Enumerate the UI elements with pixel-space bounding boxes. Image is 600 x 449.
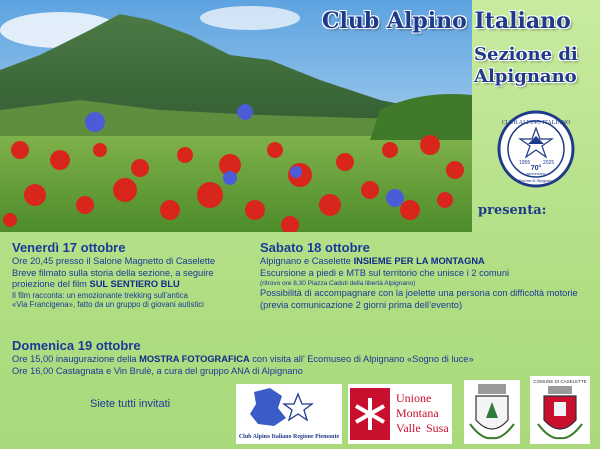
saturday-line1 <box>260 256 600 268</box>
logo-anniversary-number: 70° <box>530 165 542 172</box>
friday-heading: Venerdì 17 ottobre <box>12 240 126 255</box>
friday-section <box>12 240 252 309</box>
anniversary-logo <box>497 110 575 188</box>
sunday-line1-pre: Ore 15,00 inaugurazione della <box>12 354 140 364</box>
caselette-coat-of-arms <box>530 376 590 444</box>
unione-word3: Valle <box>396 421 421 435</box>
event-title: INSIEME PER LA MONTAGNA <box>353 256 485 266</box>
unione-word1: Unione <box>396 391 432 405</box>
logo-bottom-text: Sezione di Alpignano <box>518 178 554 183</box>
logo-year-end: 2025 <box>543 160 555 166</box>
friday-line1: Ore 20,45 presso il Salone Magnetto di Caselette <box>12 256 216 266</box>
caselette-caption: COMUNE DI CASELETTE <box>533 379 587 384</box>
saturday-line4: Possibilità di accompagnare con la joelette una persona con difficoltà motorie <box>260 288 578 299</box>
landscape-image <box>0 0 472 232</box>
exhibition-title: MOSTRA FOTOGRAFICA <box>139 354 250 364</box>
sunday-line2: Ore 16,00 Castagnata e Vin Brulè, a cura del gruppo ANA di Alpignano <box>12 365 303 376</box>
sunday-line1-post: con visita all’ Ecomuseo di Alpignano «Sogno di luce» <box>249 354 474 364</box>
castle-icon <box>554 402 566 416</box>
sunday-line1 <box>12 354 592 366</box>
cai-piemonte-logo <box>236 384 342 444</box>
cai-piemonte-caption: Club Alpino Italiano Regione Piemonte <box>238 434 340 440</box>
sunday-heading: Domenica 19 ottobre <box>12 338 141 353</box>
friday-line4: Il film racconta: un emozionante trekking sull’antica <box>12 290 188 300</box>
unione-montana-logo <box>348 384 452 444</box>
saturday-section <box>260 240 600 311</box>
title-club: Club Alpino Italiano <box>322 8 571 34</box>
presenta-label: presenta: <box>478 203 547 218</box>
saturday-line1-pre: Alpignano e Caselette <box>260 256 354 266</box>
landscape-photo <box>0 0 472 232</box>
logo-year-start: 1955 <box>519 160 531 166</box>
friday-line3 <box>12 279 252 291</box>
saturday-line5: (previa comunicazione 2 giorni prima dell’evento) <box>260 299 463 310</box>
title-alpignano: Alpignano <box>474 66 577 87</box>
friday-line3-pre: proiezione del film <box>12 279 90 290</box>
friday-line5: «Via Francigena», fatto da un gruppo di giovani autistici <box>12 299 204 309</box>
invite-text: Siete tutti invitati <box>90 398 171 410</box>
sunday-section <box>12 338 592 377</box>
logo-ring-text: CLUB ALPINO ITALIANO <box>501 120 571 126</box>
logo-anniversary-word: anniversario <box>526 172 546 176</box>
friday-line2: Breve filmato sulla storia della sezione, a seguire <box>12 267 214 278</box>
saturday-heading: Sabato 18 ottobre <box>260 240 370 255</box>
alpignano-coat-of-arms <box>464 380 520 444</box>
saturday-line2: Escursione a piedi e MTB sul territorio che unisce i 2 comuni <box>260 267 510 278</box>
saturday-line3: (ritrovo ore 8,30 Piazza Caduti della libertà Alpignano) <box>260 280 416 288</box>
unione-word4: Susa <box>426 421 449 435</box>
crown-icon <box>478 384 506 394</box>
title-sezione: Sezione di <box>474 44 578 65</box>
film-title: SUL SENTIERO BLU <box>89 279 180 290</box>
crown-icon <box>548 386 572 394</box>
unione-word2: Montana <box>396 406 439 420</box>
